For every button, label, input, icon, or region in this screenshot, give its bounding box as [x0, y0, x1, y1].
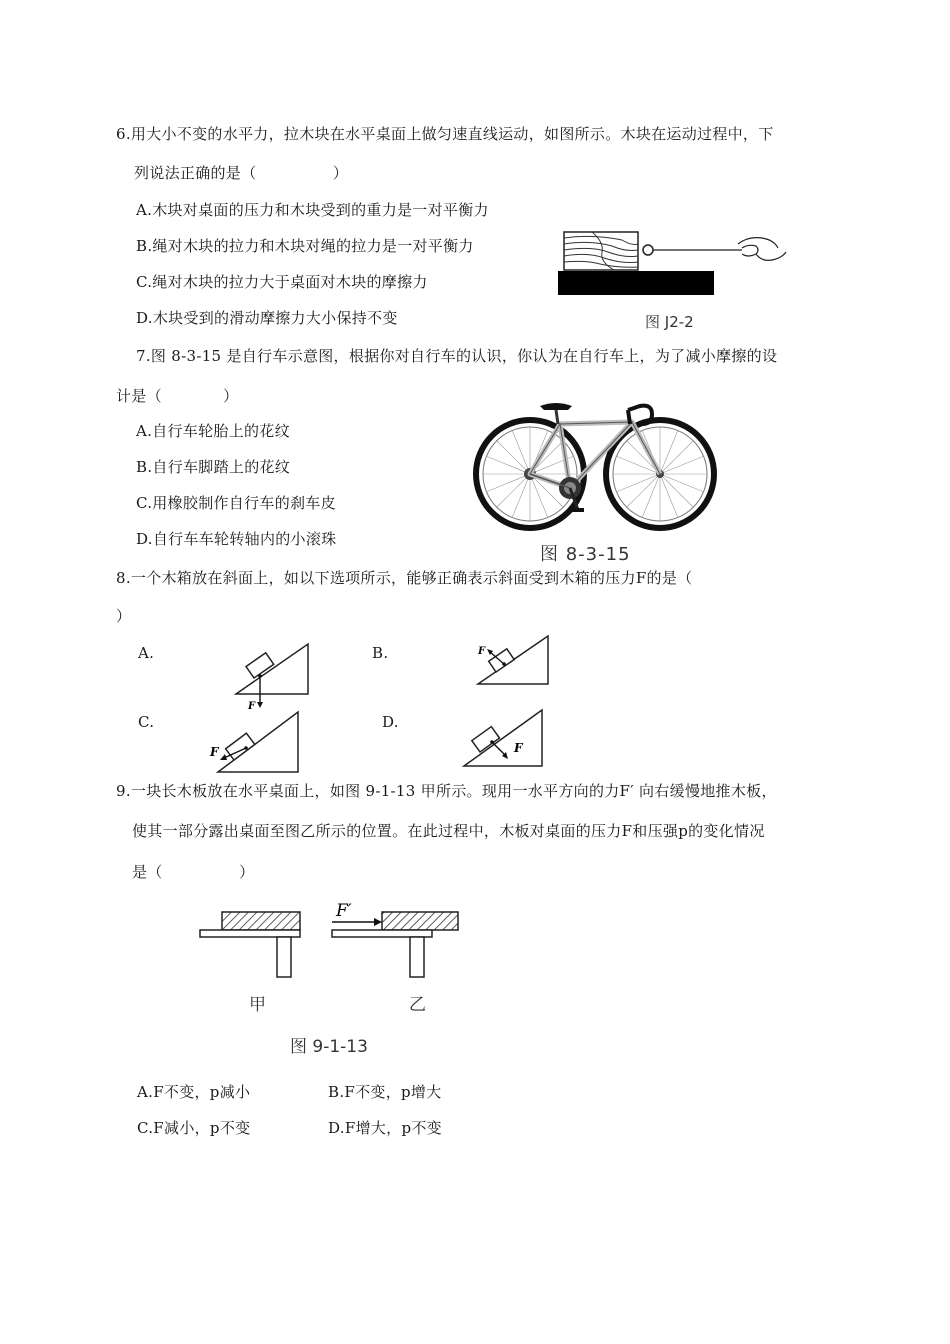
wood-block-pull-figure [552, 222, 792, 302]
label-yi: 乙 [409, 995, 426, 1015]
q8-option-b-label: B. [372, 644, 389, 662]
q7-option-c: C.用橡胶制作自行车的刹车皮 [136, 494, 336, 512]
q6-stem-line1: 6.用大小不变的水平力，拉木块在水平桌面上做匀速直线运动，如图所示。木块在运动过程中，下 [116, 125, 774, 143]
q8-option-a-figure [230, 638, 314, 710]
incline [236, 644, 308, 694]
table-leg [410, 937, 424, 977]
q7-figure-caption: 图 8-3-15 [540, 544, 631, 565]
q8-stem-line1: 8.一个木箱放在斜面上，如以下选项所示，能够正确表示斜面受到木箱的压力F的是（ [116, 569, 693, 587]
q9-stem-line1: 9.一块长木板放在水平桌面上，如图 9-1-13 甲所示。现用一水平方向的力F′ 向右缓慢地推木板， [116, 782, 777, 800]
bicycle-figure [472, 388, 718, 536]
figure-jia [200, 912, 300, 977]
q6-figure-caption: 图 J2-2 [645, 313, 694, 331]
label-jia: 甲 [249, 995, 266, 1015]
q7-option-b: B.自行车脚踏上的花纹 [136, 458, 291, 476]
q6-option-b: B.绳对木块的拉力和木块对绳的拉力是一对平衡力 [136, 237, 474, 255]
table-top [332, 930, 432, 937]
q8-option-b-figure [472, 632, 552, 690]
q9-option-c: C.F减小，p不变 [137, 1119, 251, 1137]
q7-stem-line1: 7.图 8-3-15 是自行车示意图，根据你对自行车的认识，你认为在自行车上，为了减小摩擦的设 [136, 347, 778, 365]
q8-option-c-label: C. [138, 713, 155, 731]
q7-option-a: A.自行车轮胎上的花纹 [136, 422, 290, 440]
q7-option-d: D.自行车车轮转轴内的小滚珠 [136, 530, 337, 548]
q9-stem-line2: 使其一部分露出桌面至图乙所示的位置。在此过程中，木板对桌面的压力F和压强p的变化情况 [132, 822, 765, 840]
force-label: F [210, 745, 219, 759]
force-label: F [514, 741, 523, 755]
q6-option-c: C.绳对木块的拉力大于桌面对木块的摩擦力 [136, 273, 428, 291]
q9-option-b: B.F不变，p增大 [328, 1083, 442, 1101]
q8-stem-line2: ） [116, 607, 132, 625]
q9-option-d: D.F增大，p不变 [328, 1119, 442, 1137]
board-push-figure [196, 896, 466, 1016]
force-arrow [492, 742, 506, 756]
q6-stem-line2: 列说法正确的是（ ） [134, 164, 349, 182]
q6-option-a: A.木块对桌面的压力和木块受到的重力是一对平衡力 [136, 201, 489, 219]
q8-option-d-label: D. [382, 713, 399, 731]
q7-stem-line2: 计是（ ） [116, 387, 239, 405]
bicycle-frame [530, 422, 660, 488]
force-label: F [248, 701, 256, 710]
hook [643, 245, 653, 255]
board [222, 912, 300, 930]
table-top [200, 930, 300, 937]
hand-icon [738, 238, 786, 261]
push-force-label: F′ [336, 901, 352, 921]
q8-option-d-figure [458, 706, 548, 770]
q9-stem-line3: 是（ ） [132, 863, 255, 881]
crate [472, 727, 500, 752]
q6-option-d: D.木块受到的滑动摩擦力大小保持不变 [136, 309, 398, 327]
table-leg [277, 937, 291, 977]
figure-yi [332, 901, 458, 977]
incline [218, 712, 298, 772]
q8-option-c-figure [206, 706, 306, 778]
board [382, 912, 458, 930]
table-surface [558, 271, 714, 295]
q8-option-a-label: A. [138, 644, 155, 662]
force-label: F [478, 646, 486, 657]
frame-outline [530, 422, 660, 488]
q9-option-a: A.F不变，p减小 [137, 1083, 251, 1101]
wood-block [564, 232, 638, 270]
crate [489, 649, 514, 672]
q9-figure-caption: 图 9-1-13 [290, 1037, 368, 1057]
